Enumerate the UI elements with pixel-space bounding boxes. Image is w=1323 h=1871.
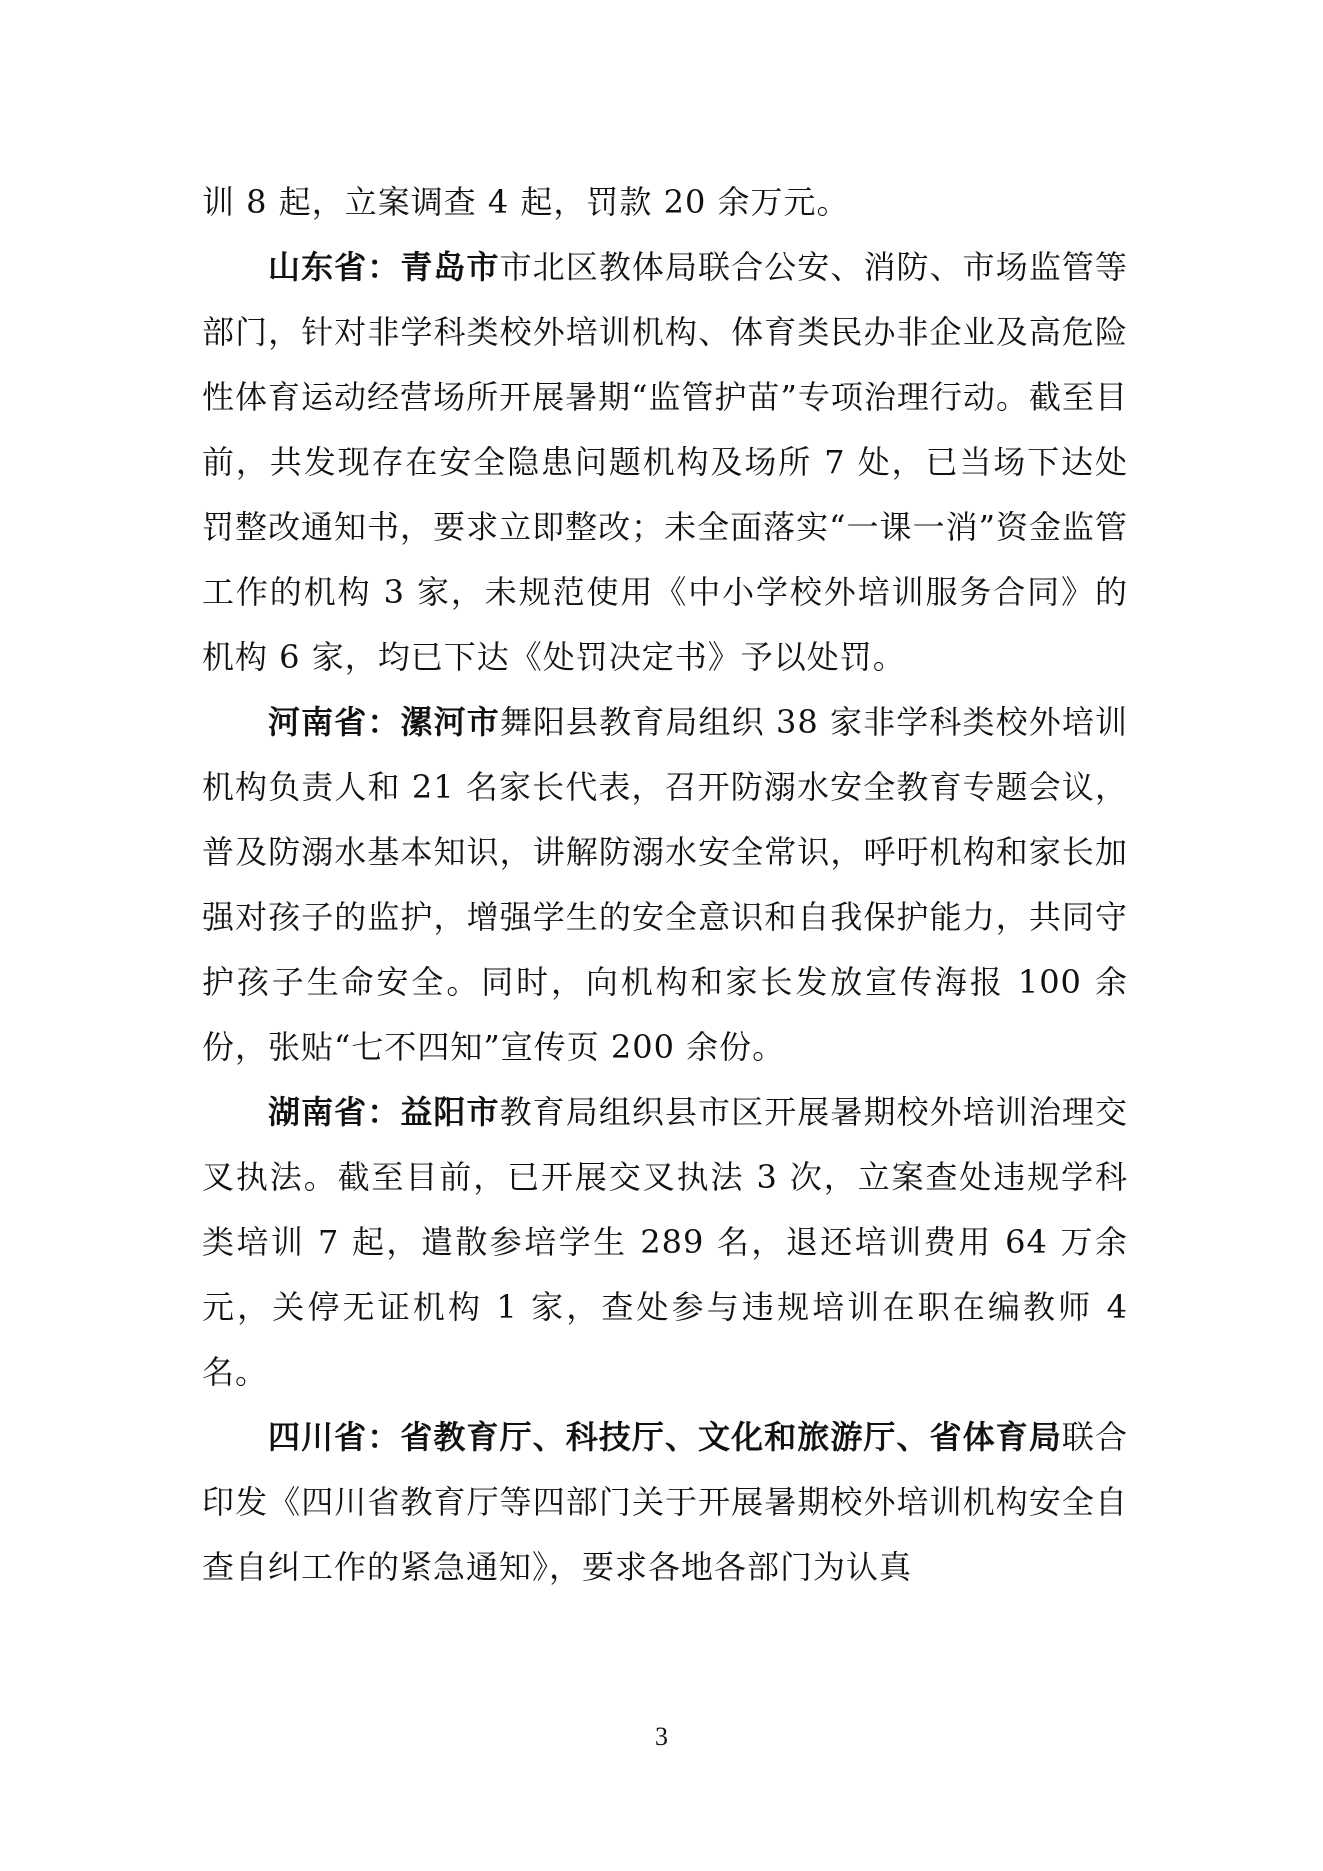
paragraph-henan — [202, 690, 1128, 1080]
page-number: 3 — [655, 1722, 668, 1751]
province-label: 四川省： — [268, 1418, 401, 1456]
city-label: 益阳市 — [400, 1093, 500, 1131]
city-label: 漯河市 — [400, 703, 500, 741]
city-label: 青岛市 — [400, 248, 500, 286]
paragraph-text: 市北区教体局联合公安、消防、市场监管等部门，针对非学科类校外培训机构、体育类民办非企业及高危险性体育运动经营场所开展暑期“监管护苗”专项治理行动。截至目前，共发现存在安全隐患问题机构及场所 7 处，已当场下达处罚整改通知书，要求立即整改；未全面落实“一课一消”资金监管工作的机构 3 家，未规范使用《中小学校外培训服务合同》的机构 6 家，均已下达《处罚决定书》予以处罚。 — [202, 248, 1128, 676]
paragraph-sichuan — [202, 1405, 1128, 1600]
paragraph-text: 训 8 起，立案调查 4 起，罚款 20 余万元。 — [202, 183, 850, 221]
province-label: 河南省： — [268, 703, 401, 741]
paragraph-text: 舞阳县教育局组织 38 家非学科类校外培训机构负责人和 21 名家长代表，召开防溺水安全教育专题会议，普及防溺水基本知识，讲解防溺水安全常识，呼吁机构和家长加强对孩子的监护，增强学生的安全意识和自我保护能力，共同守护孩子生命安全。同时，向机构和家长发放宣传海报 100 余份，张贴“七不四知”宣传页 200 余份。 — [202, 703, 1128, 1066]
paragraph-shandong — [202, 235, 1128, 690]
departments-label: 省教育厅、科技厅、文化和旅游厅、省体育局 — [400, 1418, 1062, 1456]
paragraph-continued — [202, 170, 1128, 235]
paragraph-hunan — [202, 1080, 1128, 1405]
province-label: 湖南省： — [268, 1093, 401, 1131]
document-body — [202, 170, 1128, 1600]
province-label: 山东省： — [268, 248, 401, 286]
paragraph-text: 联合印发《四川省教育厅等四部门关于开展暑期校外培训机构安全自查自纠工作的紧急通知》，要求各地各部门为认真 — [202, 1418, 1128, 1586]
paragraph-text: 教育局组织县市区开展暑期校外培训治理交叉执法。截至目前，已开展交叉执法 3 次，立案查处违规学科类培训 7 起，遣散参培学生 289 名，退还培训费用 64 万余元，关停无证机构 1 家，查处参与违规培训在职在编教师 4 名。 — [202, 1093, 1128, 1391]
